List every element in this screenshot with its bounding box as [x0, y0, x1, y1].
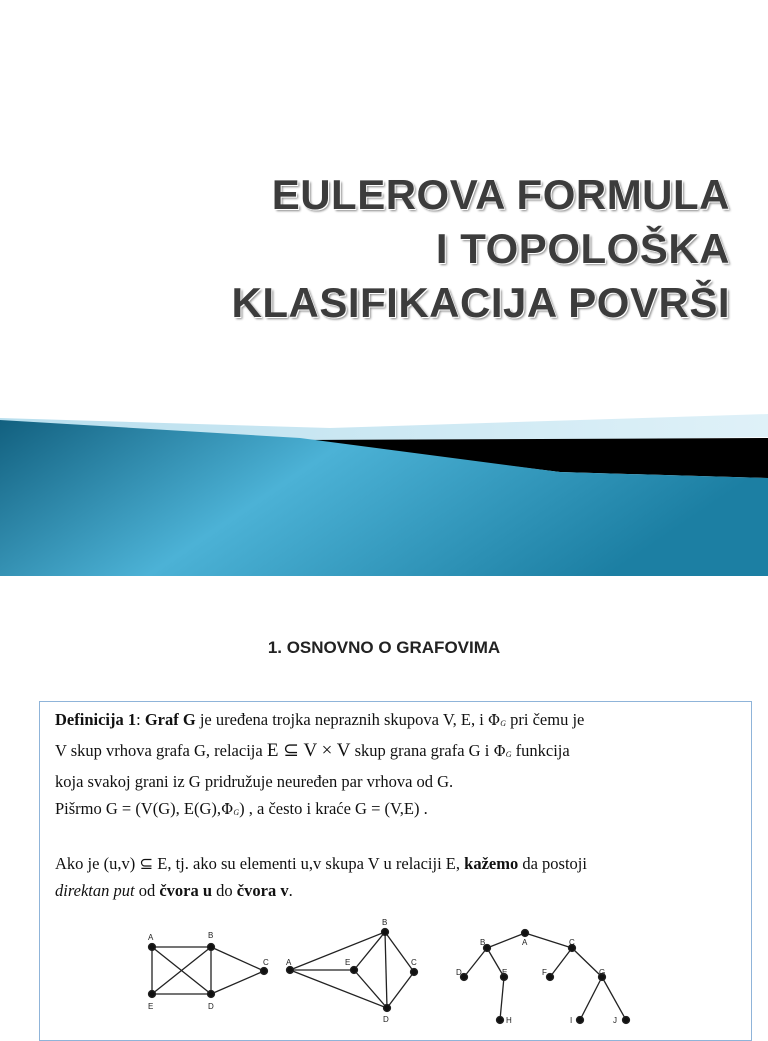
- vertex: [208, 944, 215, 951]
- definition-line-2: [55, 737, 745, 768]
- edge: [500, 977, 504, 1020]
- paragraph-gap: [55, 826, 745, 850]
- text-span: direktan put: [55, 881, 135, 900]
- graph-1: [149, 944, 268, 998]
- phi-subscript: G: [233, 808, 240, 817]
- vertex-label: F: [542, 968, 547, 977]
- phi-symbol: Φ: [493, 742, 506, 760]
- graph-3-labels: [456, 938, 617, 1025]
- vertex-label: G: [599, 968, 606, 977]
- vertex-label: H: [506, 1016, 512, 1025]
- vertex: [384, 1005, 391, 1012]
- vertex: [351, 967, 358, 974]
- vertex: [522, 930, 529, 937]
- vertex: [149, 991, 156, 998]
- decorative-wave-banner: [0, 400, 768, 576]
- vertex: [287, 967, 294, 974]
- text-span: .: [288, 881, 293, 900]
- text-span: kažemo: [464, 854, 519, 873]
- text-span: koja svakoj grani iz G: [55, 772, 205, 791]
- graph-term: Graf G: [144, 710, 196, 729]
- text-span: pridružuje neuređen: [204, 772, 338, 791]
- vertex: [411, 969, 418, 976]
- text-span: par vrhova od G.: [337, 772, 454, 791]
- vertex: [149, 944, 156, 951]
- edge: [354, 970, 387, 1008]
- slide-title: [232, 168, 731, 330]
- text-span: je: [195, 710, 216, 729]
- vertex-label: J: [613, 1016, 617, 1025]
- edge: [290, 970, 387, 1008]
- text-span: G = (V(G), E(G),: [101, 799, 222, 818]
- definition-box: [39, 701, 752, 1041]
- edge: [387, 972, 414, 1008]
- text-span: funkcija: [511, 741, 570, 760]
- vertex-label: D: [208, 1002, 214, 1011]
- text-span: Ako je (u,v) ⊆ E, tj. ako su elementi u,v skupa V u relaciji E,: [55, 854, 465, 873]
- title-line-2: I TOPOLOŠKA: [435, 225, 730, 272]
- text-span: :: [136, 710, 145, 729]
- vertex: [623, 1017, 630, 1024]
- vertex: [547, 974, 554, 981]
- graph-examples: [40, 910, 751, 1040]
- definition-line-3: [55, 768, 745, 795]
- vertex-label: B: [480, 938, 486, 947]
- edge: [602, 977, 626, 1020]
- edge: [290, 932, 385, 970]
- text-span: V skup vrhova grafa G, relacija: [55, 741, 267, 760]
- edge: [550, 948, 572, 977]
- phi-subscript: G: [500, 719, 506, 728]
- graph-2: [287, 929, 418, 1012]
- vertex-label: D: [383, 1015, 389, 1024]
- title-line-1: EULEROVA FORMULA: [271, 171, 730, 218]
- definition-line-4: [55, 795, 745, 826]
- definition-line-6: [55, 877, 745, 904]
- text-span: je: [568, 710, 585, 729]
- text-span: čemu: [532, 710, 569, 729]
- vertex: [497, 1017, 504, 1024]
- edge: [211, 947, 264, 971]
- vertex-label: B: [208, 931, 214, 940]
- edge: [385, 932, 414, 972]
- vertex-label: E: [502, 968, 508, 977]
- text-span: da postoji: [518, 854, 587, 873]
- text-span: skup grana grafa G i: [350, 741, 494, 760]
- text-span: čvora u: [159, 881, 213, 900]
- title-line-3: KLASIFIKACIJA POVRŠI: [231, 279, 730, 326]
- edge: [385, 932, 387, 1008]
- vertex-label: A: [522, 938, 528, 947]
- edge: [572, 948, 602, 977]
- vertex-label: E: [148, 1002, 154, 1011]
- edge: [580, 977, 602, 1020]
- vertex: [261, 968, 268, 975]
- text-span: od: [134, 881, 160, 900]
- vertex-label: B: [382, 918, 388, 927]
- text-span: čvora v: [236, 881, 289, 900]
- text-span: ) , a: [239, 799, 269, 818]
- vertex-label: C: [411, 958, 417, 967]
- definition-text: [55, 706, 745, 904]
- vertex-label: C: [263, 958, 269, 967]
- text-span: Pišrmo: [55, 799, 102, 818]
- phi-subscript: G: [505, 750, 512, 759]
- text-span: trojka nepraznih skupova V, E, i: [268, 710, 488, 729]
- vertex-label: E: [345, 958, 351, 967]
- definition-label: Definicija 1: [55, 710, 137, 729]
- edge: [487, 933, 525, 948]
- text-span: do: [212, 881, 237, 900]
- edge: [525, 933, 572, 948]
- text-span: često i kraće: [268, 799, 351, 818]
- vertex-label: D: [456, 968, 462, 977]
- vertex-label: I: [570, 1016, 573, 1025]
- text-span: pri: [506, 710, 533, 729]
- vertex-label: A: [148, 933, 154, 942]
- edge: [464, 948, 487, 977]
- phi-symbol: Φ: [487, 711, 501, 729]
- vertex-label: C: [569, 938, 575, 947]
- graph-1-labels: [148, 931, 269, 1011]
- section-heading: 1. OSNOVNO O GRAFOVIMA: [267, 638, 501, 657]
- vertex: [577, 1017, 584, 1024]
- relation-formula: E ⊆ V × V: [266, 740, 351, 761]
- edge: [211, 971, 264, 994]
- vertex: [382, 929, 389, 936]
- definition-line-1: [55, 706, 745, 737]
- text-span: G = (V,E) .: [350, 799, 428, 818]
- vertex-label: A: [286, 958, 292, 967]
- vertex: [208, 991, 215, 998]
- text-span: uređena: [215, 710, 269, 729]
- definition-line-5: [55, 850, 745, 877]
- phi-symbol: Φ: [221, 800, 234, 818]
